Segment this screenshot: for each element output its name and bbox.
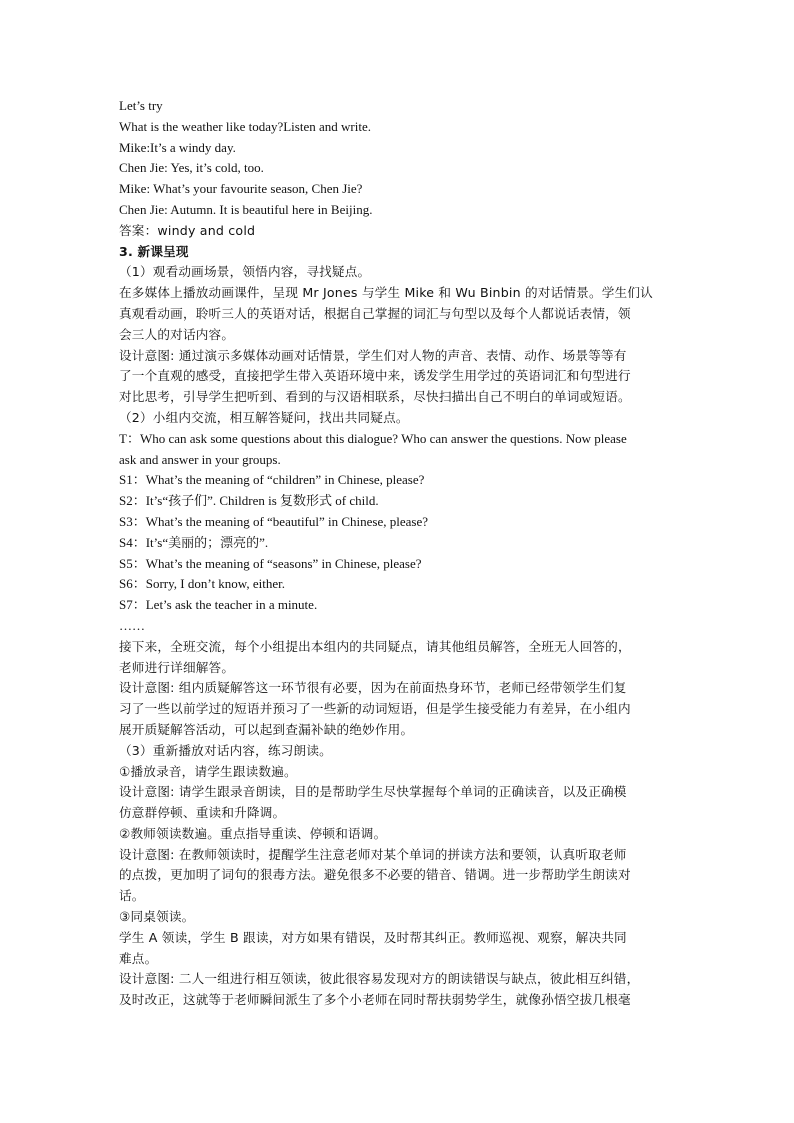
dialogue-line: Mike:It’s a windy day. [119, 139, 236, 155]
paragraph-line: 会三人的对话内容。 [119, 326, 235, 342]
design-intent-line: 设计意图: 通过演示多媒体动画对话情景，学生们对人物的声音、表情、动作、场景等等有 [119, 347, 627, 363]
step-heading: （2）小组内交流，相互解答疑问，找出共同疑点。 [119, 409, 409, 425]
paragraph-line: 学生 A 领读，学生 B 跟读，对方如果有错误，及时帮其纠正。教师巡视、观察，解决共同 [119, 929, 627, 945]
design-intent-line: 了一个直观的感受，直接把学生带入英语环境中来，诱发学生用学过的英语词汇和句型进行 [119, 368, 631, 384]
step-heading: （1）观看动画场景，领悟内容，寻找疑点。 [119, 264, 371, 280]
design-intent-line: 仿意群停顿、重读和升降调。 [119, 805, 286, 821]
paragraph-line: 在多媒体上播放动画课件，呈现 Mr Jones 与学生 Mike 和 Wu Binbin 的对话情景。学生们认 [119, 285, 653, 301]
document-body [119, 96, 679, 1011]
step-heading: （3）重新播放对话内容，练习朗读。 [119, 742, 332, 758]
design-intent-line: 设计意图: 组内质疑解答这一环节很有必要，因为在前面热身环节，老师已经带领学生们复 [119, 680, 627, 696]
paragraph-line: 老师进行详细解答。 [119, 659, 235, 675]
teacher-line: T：Who can ask some questions about this dialogue? Who can answer the questions. Now please [119, 430, 627, 446]
design-intent-line: 习了一些以前学过的短语并预习了一些新的动词短语，但是学生接受能力有差异，在小组内 [119, 701, 631, 717]
sub-step-line: ③同桌领读。 [119, 909, 195, 925]
design-intent-line: 设计意图: 在教师领读时，提醒学生注意老师对某个单词的拼读方法和要领，认真听取老师 [119, 846, 627, 862]
sub-step-line: ①播放录音，请学生跟读数遍。 [119, 763, 297, 779]
teacher-line: ask and answer in your groups. [119, 451, 281, 467]
design-intent-line: 对比思考，引导学生把听到、看到的与汉语相联系，尽快扫描出自己不明白的单词或短语。 [119, 389, 631, 405]
student-line: S5：What’s the meaning of “seasons” in Chinese, please? [119, 555, 422, 571]
paragraph-line: 难点。 [119, 950, 158, 966]
student-line: S7：Let’s ask the teacher in a minute. [119, 597, 318, 613]
ellipsis: …… [119, 617, 145, 633]
student-line: S3：What’s the meaning of “beautiful” in Chinese, please? [119, 513, 429, 529]
answer-line: 答案：windy and cold [119, 222, 256, 238]
section-heading-lets-try: Let’s try [119, 98, 163, 113]
design-intent-line: 展开质疑解答活动，可以起到查漏补缺的绝妙作用。 [119, 721, 414, 737]
design-intent-line: 的点拨，更加明了词句的狠毒方法。避免很多不必要的错音、错调。进一步帮助学生朗读对 [119, 867, 631, 883]
design-intent-line: 设计意图: 二人一组进行相互领读，彼此很容易发现对方的朗读错误与缺点，彼此相互纠错， [119, 971, 640, 987]
exercise-instruction: What is the weather like today?Listen and write. [119, 118, 371, 134]
dialogue-line: Chen Jie: Autumn. It is beautiful here in Beijing. [119, 201, 373, 217]
sub-step-line: ②教师领读数遍。重点指导重读、停顿和语调。 [119, 825, 387, 841]
design-intent-line: 及时改正，这就等于老师瞬间派生了多个小老师在同时帮扶弱势学生，就像孙悟空拔几根毫 [119, 992, 631, 1008]
dialogue-line: Chen Jie: Yes, it’s cold, too. [119, 160, 264, 176]
design-intent-line: 设计意图: 请学生跟录音朗读，目的是帮助学生尽快掌握每个单词的正确读音，以及正确模 [119, 784, 627, 800]
student-line: S1：What’s the meaning of “children” in Chinese, please? [119, 472, 425, 488]
student-line: S4：It’s“美丽的；漂亮的”. [119, 534, 269, 550]
design-intent-line: 话。 [119, 888, 145, 904]
student-line: S6：Sorry, I don’t know, either. [119, 576, 285, 592]
student-line: S2：It’s“孩子们”. Children is 复数形式 of child. [119, 493, 379, 509]
dialogue-line: Mike: What’s your favourite season, Chen Jie? [119, 181, 363, 197]
paragraph-line: 真观看动画，聆听三人的英语对话，根据自己掌握的词汇与句型以及每个人都说话表情，领 [119, 305, 631, 321]
section-heading-new-lesson: 3. 新课呈现 [119, 243, 189, 259]
paragraph-line: 接下来，全班交流，每个小组提出本组内的共同疑点，请其他组员解答，全班无人回答的， [119, 638, 631, 654]
